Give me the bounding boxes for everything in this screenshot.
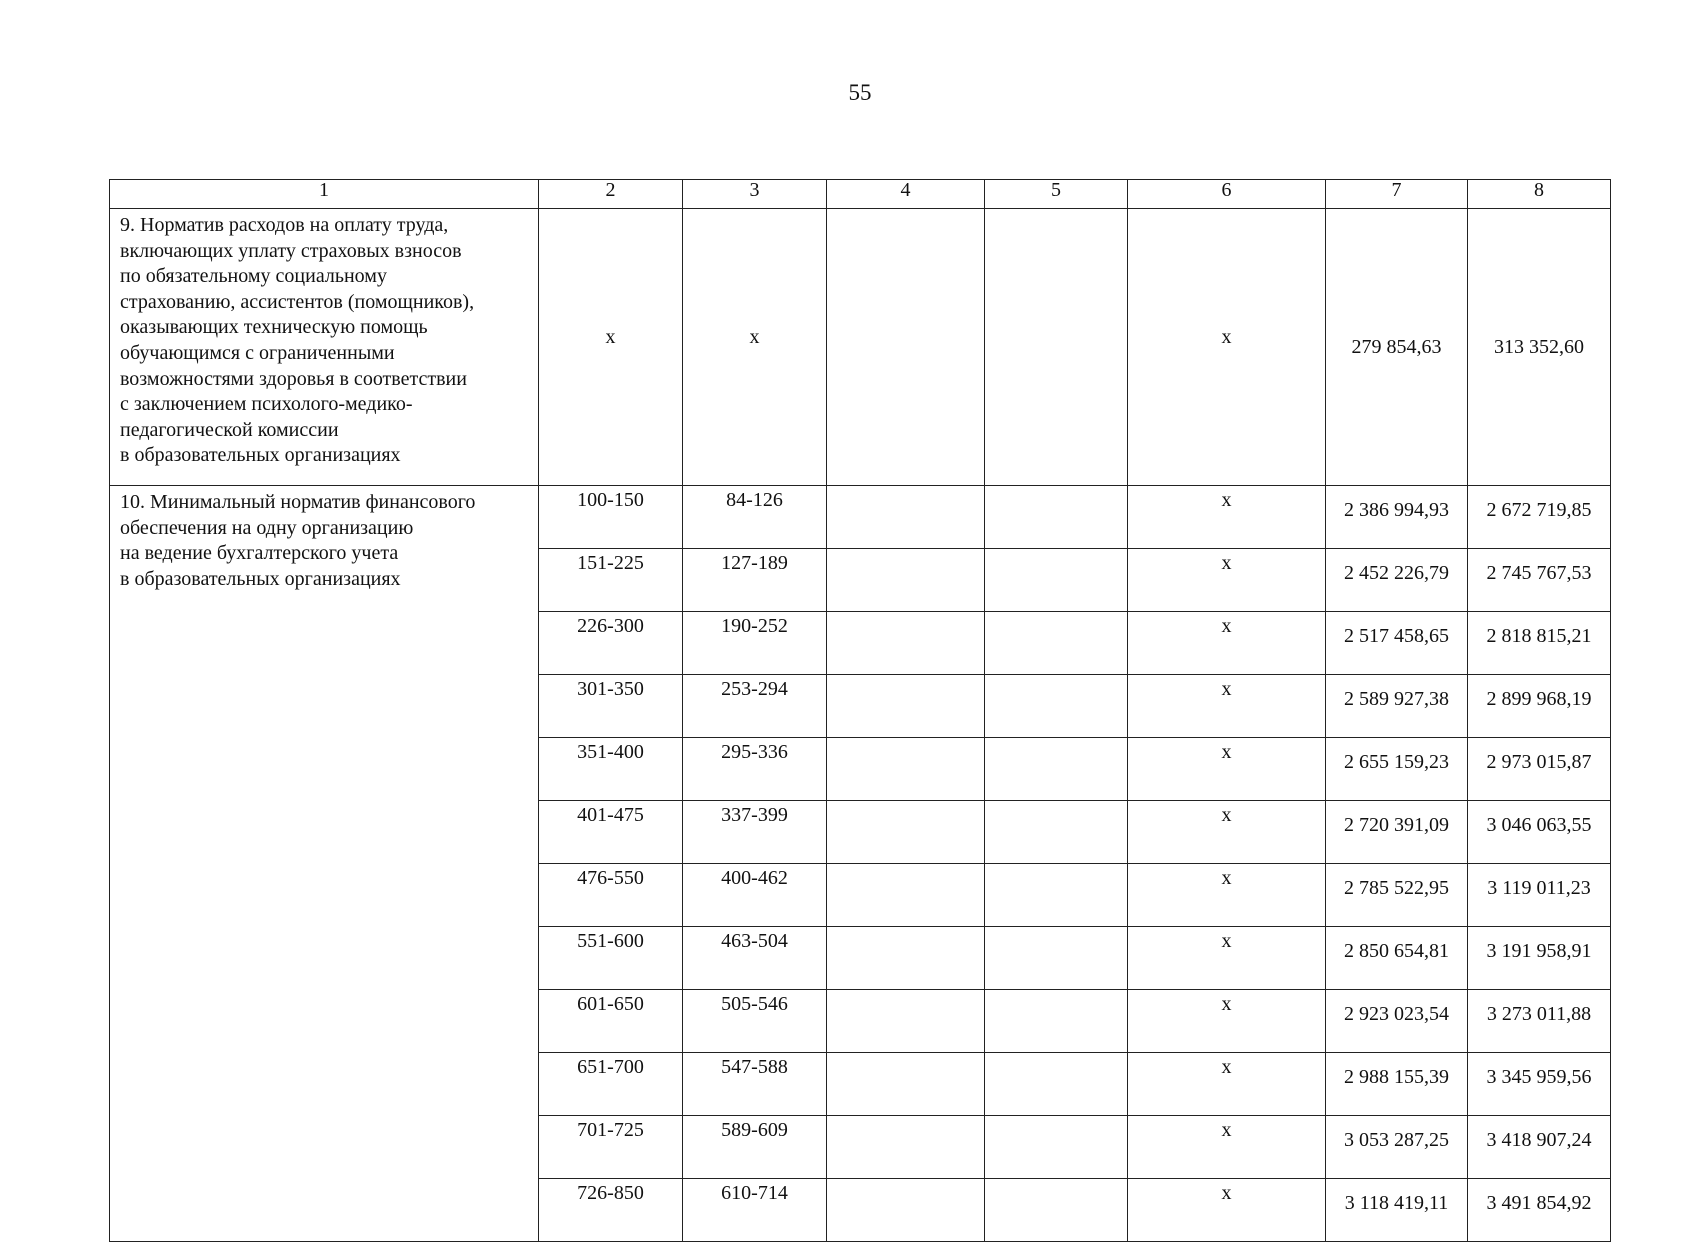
- description-line: страхованию, ассистентов (помощников),: [120, 290, 475, 313]
- row10-col4: [827, 1116, 985, 1179]
- row10-col6: х: [1128, 612, 1326, 675]
- table-row: [110, 486, 1611, 549]
- row10-col7: 3 118 419,11: [1326, 1179, 1468, 1242]
- row10-col7: 3 053 287,25: [1326, 1116, 1468, 1179]
- row10-col2: 726-850: [539, 1179, 683, 1242]
- row10-col7: 2 923 023,54: [1326, 990, 1468, 1053]
- row10-col8: 2 818 815,21: [1468, 612, 1611, 675]
- row10-col5: [985, 675, 1128, 738]
- description-line: в образовательных организациях: [120, 567, 401, 590]
- description-line: на ведение бухгалтерского учета: [120, 542, 399, 565]
- row10-col4: [827, 675, 985, 738]
- description-line: включающих уплату страховых взносов: [120, 239, 462, 262]
- row10-col3: 505-546: [683, 990, 827, 1053]
- row10-col6: х: [1128, 927, 1326, 990]
- row10-col2: 476-550: [539, 864, 683, 927]
- row10-col8: 2 745 767,53: [1468, 549, 1611, 612]
- row10-col5: [985, 549, 1128, 612]
- row10-col5: [985, 738, 1128, 801]
- row10-col4: [827, 738, 985, 801]
- row10-description: [110, 486, 539, 1242]
- row9-col5: [985, 209, 1128, 486]
- row10-col7: 2 386 994,93: [1326, 486, 1468, 549]
- row10-col7: 2 720 391,09: [1326, 801, 1468, 864]
- row10-col6: х: [1128, 801, 1326, 864]
- row10-col6: х: [1128, 1053, 1326, 1116]
- row10-col4: [827, 990, 985, 1053]
- row10-col2: 226-300: [539, 612, 683, 675]
- description-line: 9. Норматив расходов на оплату труда,: [120, 214, 449, 236]
- header-row: [110, 180, 1611, 209]
- row10-col3: 337-399: [683, 801, 827, 864]
- row10-col7: 2 988 155,39: [1326, 1053, 1468, 1116]
- row10-col8: 3 046 063,55: [1468, 801, 1611, 864]
- row10-col4: [827, 486, 985, 549]
- row10-col2: 701-725: [539, 1116, 683, 1179]
- description-line: оказывающих техническую помощь: [120, 316, 428, 339]
- row10-col3: 463-504: [683, 927, 827, 990]
- description-line: с заключением психолого-медико-: [120, 393, 413, 416]
- row10-col3: 547-588: [683, 1053, 827, 1116]
- row10-col6: х: [1128, 738, 1326, 801]
- row10-col8: 3 418 907,24: [1468, 1116, 1611, 1179]
- header-cell: 3: [683, 180, 827, 209]
- row10-col4: [827, 612, 985, 675]
- header-cell: 7: [1326, 180, 1468, 209]
- header-cell: 6: [1128, 180, 1326, 209]
- row10-col8: 2 899 968,19: [1468, 675, 1611, 738]
- row10-col3: 400-462: [683, 864, 827, 927]
- row10-col2: 351-400: [539, 738, 683, 801]
- row10-col2: 601-650: [539, 990, 683, 1053]
- row9-col6: х: [1128, 209, 1326, 486]
- description-line: в образовательных организациях: [120, 444, 401, 467]
- description-line: обучающимся с ограниченными: [120, 341, 395, 364]
- description-line: возможностями здоровья в соответствии: [120, 367, 467, 390]
- row10-col2: 301-350: [539, 675, 683, 738]
- row10-col5: [985, 1116, 1128, 1179]
- row9-col3: х: [683, 209, 827, 486]
- row9-col2: х: [539, 209, 683, 486]
- row10-col2: 551-600: [539, 927, 683, 990]
- row10-col8: 3 491 854,92: [1468, 1179, 1611, 1242]
- row10-col6: х: [1128, 486, 1326, 549]
- row10-col3: 190-252: [683, 612, 827, 675]
- header-cell: 2: [539, 180, 683, 209]
- row10-col6: х: [1128, 864, 1326, 927]
- row10-col6: х: [1128, 675, 1326, 738]
- row10-col8: 2 672 719,85: [1468, 486, 1611, 549]
- row9-col4: [827, 209, 985, 486]
- row10-col3: 610-714: [683, 1179, 827, 1242]
- row10-col3: 589-609: [683, 1116, 827, 1179]
- row10-col2: 100-150: [539, 486, 683, 549]
- row9-col7: 279 854,63: [1326, 209, 1468, 486]
- page-number: 55: [848, 80, 872, 105]
- header-cell: 4: [827, 180, 985, 209]
- row10-col3: 84-126: [683, 486, 827, 549]
- row9-description: [110, 209, 539, 486]
- row10-col8: 3 119 011,23: [1468, 864, 1611, 927]
- row10-col5: [985, 864, 1128, 927]
- row10-col5: [985, 1179, 1128, 1242]
- row10-col7: 2 517 458,65: [1326, 612, 1468, 675]
- row10-col6: х: [1128, 1179, 1326, 1242]
- header-cell: 1: [110, 180, 539, 209]
- row10-col5: [985, 990, 1128, 1053]
- row9-col8: 313 352,60: [1468, 209, 1611, 486]
- row10-col3: 295-336: [683, 738, 827, 801]
- row10-col3: 253-294: [683, 675, 827, 738]
- row10-col7: 2 785 522,95: [1326, 864, 1468, 927]
- norms-table: [109, 179, 1611, 1242]
- row10-col2: 151-225: [539, 549, 683, 612]
- row10-col4: [827, 1053, 985, 1116]
- row10-col4: [827, 1179, 985, 1242]
- row10-col6: х: [1128, 549, 1326, 612]
- row10-col8: 3 191 958,91: [1468, 927, 1611, 990]
- row10-col2: 401-475: [539, 801, 683, 864]
- row10-col4: [827, 927, 985, 990]
- header-cell: 8: [1468, 180, 1611, 209]
- row10-col6: х: [1128, 1116, 1326, 1179]
- row10-col8: 3 345 959,56: [1468, 1053, 1611, 1116]
- row10-col5: [985, 612, 1128, 675]
- row10-col7: 2 452 226,79: [1326, 549, 1468, 612]
- row10-col8: 2 973 015,87: [1468, 738, 1611, 801]
- description-line: 10. Минимальный норматив финансового: [120, 491, 476, 513]
- row10-col5: [985, 1053, 1128, 1116]
- row10-col6: х: [1128, 990, 1326, 1053]
- row10-col3: 127-189: [683, 549, 827, 612]
- description-line: обеспечения на одну организацию: [120, 516, 414, 539]
- row10-col7: 2 655 159,23: [1326, 738, 1468, 801]
- row10-col2: 651-700: [539, 1053, 683, 1116]
- row10-col8: 3 273 011,88: [1468, 990, 1611, 1053]
- row10-col7: 2 589 927,38: [1326, 675, 1468, 738]
- row10-col4: [827, 549, 985, 612]
- row10-col5: [985, 486, 1128, 549]
- row10-col4: [827, 864, 985, 927]
- table-row: [110, 209, 1611, 486]
- row10-col5: [985, 801, 1128, 864]
- row10-col5: [985, 927, 1128, 990]
- header-cell: 5: [985, 180, 1128, 209]
- row10-col7: 2 850 654,81: [1326, 927, 1468, 990]
- description-line: по обязательному социальному: [120, 265, 387, 288]
- row10-col4: [827, 801, 985, 864]
- description-line: педагогической комиссии: [120, 418, 339, 441]
